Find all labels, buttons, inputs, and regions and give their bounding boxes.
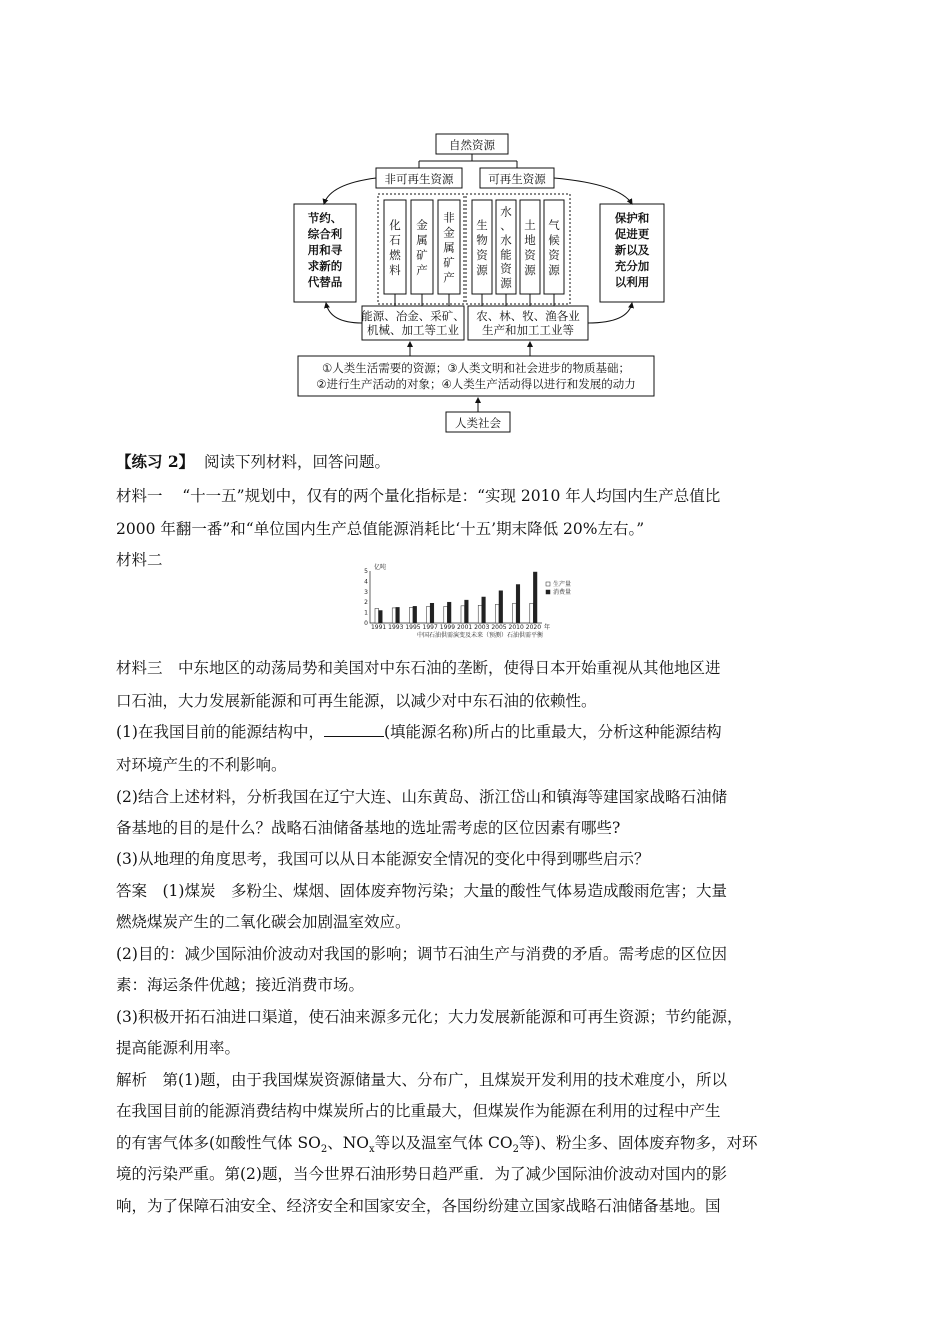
chart-title: 中国石油供需演变及未来（预测）石油供需平衡 xyxy=(416,632,544,639)
material-1-text-2: 2000 年翻一番”和“单位国内生产总值能源消耗比‘十五’期末降低 20%左右。” xyxy=(116,520,645,538)
nox-subscript: x xyxy=(368,1144,375,1156)
diagram-top-label: 自然资源 xyxy=(449,138,495,152)
question-2-line-2: 备基地的目的是什么？战略石油储备基地的选址需考虑的区位因素有哪些? xyxy=(116,819,621,837)
diagram-resource-item-char: 料 xyxy=(389,263,401,277)
chart-ytick-label: 0 xyxy=(364,620,368,627)
diagram-resource-item-char: 、 xyxy=(500,218,512,233)
chart-bar-production xyxy=(461,606,465,623)
chart-ytick-label: 4 xyxy=(364,578,368,586)
chart-bar-consumption xyxy=(447,602,451,623)
chart-legend-label: 生产量 xyxy=(553,581,572,588)
chart-bar-consumption xyxy=(499,591,503,623)
diagram-resource-items xyxy=(389,204,560,290)
diagram-resource-item-char: 源 xyxy=(500,276,512,290)
chart-legend-swatch xyxy=(546,590,550,594)
material-1-label: 材料一 xyxy=(116,487,163,505)
analysis-line-4: 境的污染严重。第(2)题，当今世界石油形势日趋严重．为了减少国际油价波动对国内的影 xyxy=(116,1165,727,1183)
diagram-resource-item-char: 产 xyxy=(443,270,455,285)
answer-2-line-2: 素：海运条件优越；接近消费市场。 xyxy=(116,976,365,994)
diagram-right-box-line: 促进更 xyxy=(614,227,650,241)
chart-bar-production xyxy=(392,608,396,623)
diagram-left-box-line: 用和寻 xyxy=(307,243,343,257)
analysis-line-3-b: 、NO xyxy=(327,1134,369,1152)
chart-xtick-label: 1997 xyxy=(422,624,438,631)
diagram-left-box-line: 综合利 xyxy=(307,227,343,241)
exercise-prompt: 阅读下列材料，回答问题。 xyxy=(204,453,391,471)
diagram-resource-item-char: 产 xyxy=(416,263,428,277)
chart-bar-production xyxy=(375,608,379,623)
material-3-text-1: 材料三 中东地区的动荡局势和美国对中东石油的垄断，使得日本开始重视从其他地区进 xyxy=(116,659,721,677)
diagram-resource-item-char: 金 xyxy=(443,225,455,240)
chart-bar-consumption xyxy=(430,603,434,623)
chart-legend-label: 消费量 xyxy=(553,589,572,596)
diagram-resource-item-char: 资 xyxy=(524,248,536,262)
chart-xtick-label: 2010 xyxy=(508,624,524,631)
diagram-right-box-line: 保护和 xyxy=(614,211,650,225)
material-1-text-1: “十一五”规划中，仅有的两个量化指标是：“实现 2010 年人均国内生产总值比 xyxy=(182,487,721,505)
diagram-roles-line-1: ①人类生活需要的资源；③人类文明和社会进步的物质基础； xyxy=(321,361,631,375)
diagram-right-box-line: 新以及 xyxy=(614,243,650,257)
diagram-resource-item-char: 候 xyxy=(548,233,560,247)
answer-3-line-1: (3)积极开拓石油进口渠道，使石油来源多元化；大力发展新能源和可再生资源；节约能源， xyxy=(116,1008,743,1026)
chart-bar-production xyxy=(513,603,517,623)
diagram-renewable-label: 可再生资源 xyxy=(488,172,546,186)
diagram-resource-item-char: 资 xyxy=(548,248,560,262)
diagram-resource-item-char: 源 xyxy=(548,263,560,277)
chart-bar-production xyxy=(427,606,431,623)
diagram-resource-item-char: 能 xyxy=(500,247,512,262)
material-2-label: 材料二 xyxy=(116,551,163,569)
diagram-industry-left-2: 机械、加工等工业 xyxy=(367,323,459,337)
chart-bar-production xyxy=(444,606,448,623)
diagram-right-box-line: 以利用 xyxy=(614,275,650,289)
chart-bar-consumption xyxy=(516,585,520,623)
chart-xtick-label: 1995 xyxy=(405,624,421,631)
question-3: (3)从地理的角度思考，我国可以从日本能源安全情况的变化中得到哪些启示？ xyxy=(116,850,650,868)
oil-supply-demand-chart xyxy=(360,562,600,640)
chart-xlabel: 年 xyxy=(544,624,551,631)
diagram-resource-item-char: 矿 xyxy=(443,255,455,270)
diagram-resource-item-char: 金 xyxy=(416,218,428,232)
diagram-resource-item-char: 源 xyxy=(476,263,488,277)
chart-ytick-label: 1 xyxy=(364,609,368,617)
diagram-right-box xyxy=(615,211,650,289)
chart-ytick-label: 2 xyxy=(364,599,368,607)
chart-xtick-label: 2005 xyxy=(491,624,507,631)
question-1-b: (填能源名称)所占的比重最大，分析这种能源结构 xyxy=(383,723,722,741)
chart-bar-production xyxy=(409,607,413,623)
co2-subscript: 2 xyxy=(512,1144,519,1156)
diagram-resource-item-char: 水 xyxy=(500,233,512,247)
diagram-resource-item-char: 土 xyxy=(524,218,536,232)
diagram-industry-left-1: 能源、冶金、采矿、 xyxy=(361,309,465,323)
chart-bar-consumption xyxy=(396,607,400,623)
answer-3-line-2: 提高能源利用率。 xyxy=(116,1039,241,1057)
chart-legend-swatch xyxy=(546,582,550,586)
diagram-resource-item-char: 气 xyxy=(548,218,560,232)
chart-bar-production xyxy=(478,605,482,623)
question-1-line-1 xyxy=(116,722,836,742)
question-2-line-1: (2)结合上述材料，分析我国在辽宁大连、山东黄岛、浙江岱山和镇海等建国家战略石油储 xyxy=(116,788,727,806)
diagram-resource-item-char: 燃 xyxy=(389,248,401,262)
exercise-heading: 【练习 2】 xyxy=(116,452,195,471)
diagram-resource-item-char: 资 xyxy=(500,261,512,276)
chart-xtick-label: 2020 xyxy=(525,624,542,631)
diagram-resource-item-char: 生 xyxy=(476,218,488,232)
diagram-roles-line-2: ②进行生产活动的对象；④人类生产活动得以进行和发展的动力 xyxy=(316,377,636,391)
chart-bar-production xyxy=(495,604,499,623)
diagram-resource-item-char: 矿 xyxy=(416,248,428,262)
chart-bar-consumption xyxy=(413,606,417,623)
question-1-a: (1)在我国目前的能源结构中， xyxy=(116,723,324,741)
analysis-line-1: 解析 第(1)题，由于我国煤炭资源储量大、分布广，且煤炭开发利用的技术难度小，所以 xyxy=(116,1071,727,1089)
chart-xtick-label: 1991 xyxy=(370,624,387,631)
analysis-line-3-c: 等以及温室气体 CO xyxy=(374,1134,513,1152)
diagram-resource-item-char: 非 xyxy=(443,210,455,225)
chart-bar-consumption xyxy=(533,572,537,623)
diagram-resource-item-char: 物 xyxy=(476,233,488,247)
diagram-resource-item-char: 地 xyxy=(524,233,536,247)
natural-resources-diagram xyxy=(290,128,670,440)
analysis-line-2: 在我国目前的能源消费结构中煤炭所占的比重最大，但煤炭作为能源在利用的过程中产生 xyxy=(116,1102,721,1120)
analysis-line-3 xyxy=(116,1133,836,1160)
diagram-resource-item-char: 石 xyxy=(389,233,401,247)
diagram-resource-item-char: 水 xyxy=(500,204,512,219)
analysis-line-3-a: 的有害气体多(如酸性气体 SO xyxy=(116,1134,321,1152)
diagram-left-box-line: 节约、 xyxy=(307,211,343,225)
diagram-industry-right-2: 生产和加工工业等 xyxy=(482,323,574,337)
material-1-line-1 xyxy=(116,486,836,506)
answer-1-line-2: 燃烧煤炭产生的二氧化碳会加剧温室效应。 xyxy=(116,913,411,931)
analysis-line-3-d: 等)、粉尘多、固体废弃物多，对环 xyxy=(518,1134,758,1152)
diagram-resource-item-char: 属 xyxy=(443,240,455,255)
diagram-left-box-line: 代替品 xyxy=(307,275,343,289)
so2-subscript: 2 xyxy=(320,1144,328,1156)
answer-1-line-1: 答案 (1)煤炭 多粉尘、煤烟、固体废弃物污染；大量的酸性气体易造成酸雨危害；大量 xyxy=(116,882,727,900)
analysis-line-5: 响，为了保障石油安全、经济安全和国家安全，各国纷纷建立国家战略石油储备基地。国 xyxy=(116,1197,721,1215)
question-1-line-2: 对环境产生的不利影响。 xyxy=(116,756,287,774)
diagram-resource-item-char: 资 xyxy=(476,248,488,262)
diagram-resource-item-char: 属 xyxy=(416,233,428,247)
chart-xtick-label: 1993 xyxy=(388,624,404,631)
answer-blank xyxy=(324,722,384,737)
chart-ytick-label: 5 xyxy=(364,568,368,575)
diagram-resource-item-char: 化 xyxy=(389,218,401,232)
diagram-left-box-line: 求新的 xyxy=(307,259,343,273)
diagram-nonrenewable-label: 非可再生资源 xyxy=(384,172,454,186)
chart-xtick-label: 2003 xyxy=(474,624,490,631)
answer-2-line-1: (2)目的：减少国际油价波动对我国的影响；调节石油生产与消费的矛盾。需考虑的区位因 xyxy=(116,945,727,963)
chart-bar-consumption xyxy=(379,611,383,623)
diagram-left-box xyxy=(308,211,343,289)
exercise-heading-line xyxy=(116,452,836,472)
chart-ylabel: 亿吨 xyxy=(374,564,387,571)
diagram-right-box-line: 充分加 xyxy=(614,259,650,273)
chart-xtick-label: 2001 xyxy=(456,624,473,631)
diagram-industry-right-1: 农、林、牧、渔各业 xyxy=(476,309,580,323)
chart-xtick-label: 1999 xyxy=(439,624,456,631)
diagram-resource-item-char: 源 xyxy=(524,263,536,277)
chart-bar-production xyxy=(530,603,534,623)
material-3-text-2: 口石油，大力发展新能源和可再生能源，以减少对中东石油的依赖性。 xyxy=(116,692,597,710)
chart-bar-consumption xyxy=(482,597,486,623)
chart-bar-consumption xyxy=(465,600,469,623)
chart-ytick-label: 3 xyxy=(364,588,368,596)
diagram-bottom-label: 人类社会 xyxy=(455,416,501,430)
